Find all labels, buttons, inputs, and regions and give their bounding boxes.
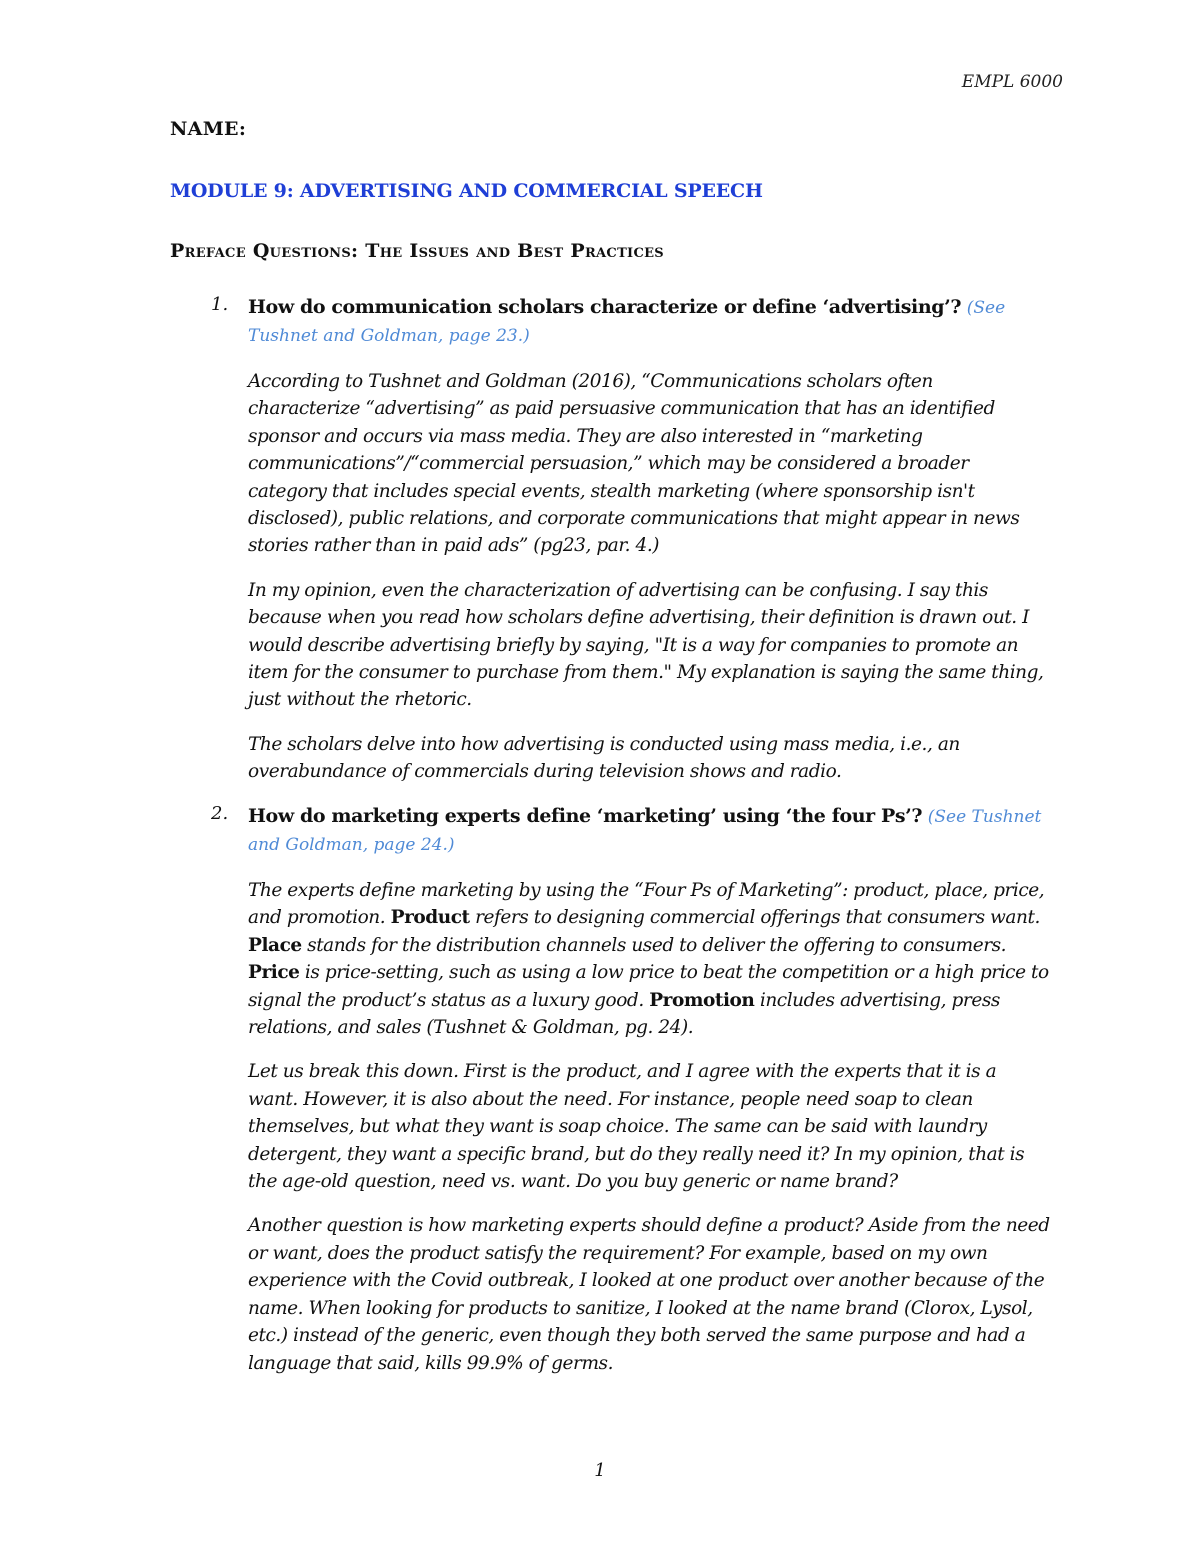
term-place: Place — [248, 934, 302, 956]
four-ps-intro: The experts define marketing by using the “Four Ps of Marketing”: product, place, price, and promotion. — [248, 880, 1045, 929]
answer-paragraph: According to Tushnet and Goldman (2016), “Communications scholars often characterize “advertising” as paid persuasive communication that has an identified sponsor and occurs via mass media. They are also interested in “marketing communications”/“commercial persuasion,” which may be considered a broader category that includes special events, stealth marketing (where sponsorship isn't disclosed), public relations, and corporate communications that might appear in news stories rather than in paid ads” (pg23, par. 4.) — [248, 371, 1020, 557]
question-2 — [170, 803, 1050, 1394]
product-definition: refers to designing commercial offerings that consumers want. — [475, 907, 1040, 929]
section-heading: Preface Questions: The Issues and Best Practices — [170, 240, 664, 262]
answer-paragraph: The scholars delve into how advertising is conducted using mass media, i.e., an overabundance of commercials during television shows and radio. — [248, 733, 960, 783]
place-definition: stands for the distribution channels used to deliver the offering to consumers. — [307, 934, 1007, 956]
term-product: Product — [390, 907, 470, 929]
question-reference: (See Tushnet and Goldman, page 23.) — [248, 298, 1006, 346]
term-promotion: Promotion — [649, 989, 755, 1011]
question-prompt: How do marketing experts define ‘marketing’ using ‘the four Ps’? — [248, 805, 923, 827]
name-label: NAME: — [170, 118, 247, 140]
question-number: 1. — [211, 294, 229, 315]
question-reference: (See Tushnet and Goldman, page 24.) — [248, 807, 1042, 855]
question-number: 2. — [211, 803, 229, 824]
course-code: EMPL 6000 — [961, 72, 1063, 92]
page-number: 1 — [594, 1460, 606, 1481]
answer-block — [248, 368, 1050, 786]
term-price: Price — [248, 962, 300, 984]
answer-paragraph: In my opinion, even the characterization of advertising can be confusing. I say this because when you read how scholars define advertising, their definition is drawn out. I would describe advertising briefly by saying, "It is a way for companies to promote an item for the consumer to purchase from them." My explanation is saying the same thing, just without the rhetoric. — [248, 579, 1044, 711]
question-1 — [170, 294, 1050, 803]
four-ps-paragraph — [248, 877, 1050, 1041]
price-definition: is price-setting, such as using a low price to beat the competition or a high price to signal the product’s status as a luxury good. — [248, 962, 1049, 1011]
promotion-definition: includes advertising, press relations, and sales (Tushnet & Goldman, pg. 24). — [248, 989, 1000, 1039]
question-prompt: How do communication scholars characterize or define ‘advertising’? — [248, 296, 962, 318]
question-text — [248, 294, 1050, 350]
module-title: MODULE 9: ADVERTISING AND COMMERCIAL SPEECH — [170, 180, 763, 202]
answer-paragraph: Let us break this down. First is the product, and I agree with the experts that it is a want. However, it is also about the need. For instance, people need soap to clean themselves, but what they want is soap choice. The same can be said with laundry detergent, they want a specific brand, but do they really need it? In my opinion, that is the age-old question, need vs. want. Do you buy generic or name brand? — [248, 1061, 1025, 1193]
question-text — [248, 803, 1050, 859]
answer-block — [248, 877, 1050, 1377]
answer-paragraph: Another question is how marketing experts should define a product? Aside from the need or want, does the product satisfy the requirement? For example, based on my own experience with the Covid outbreak, I looked at one product over another because of the name. When looking for products to sanitize, I looked at the name brand (Clorox, Lysol, etc.) instead of the generic, even though they both served the same purpose and had a language that said, kills 99.9% of germs. — [248, 1215, 1050, 1374]
